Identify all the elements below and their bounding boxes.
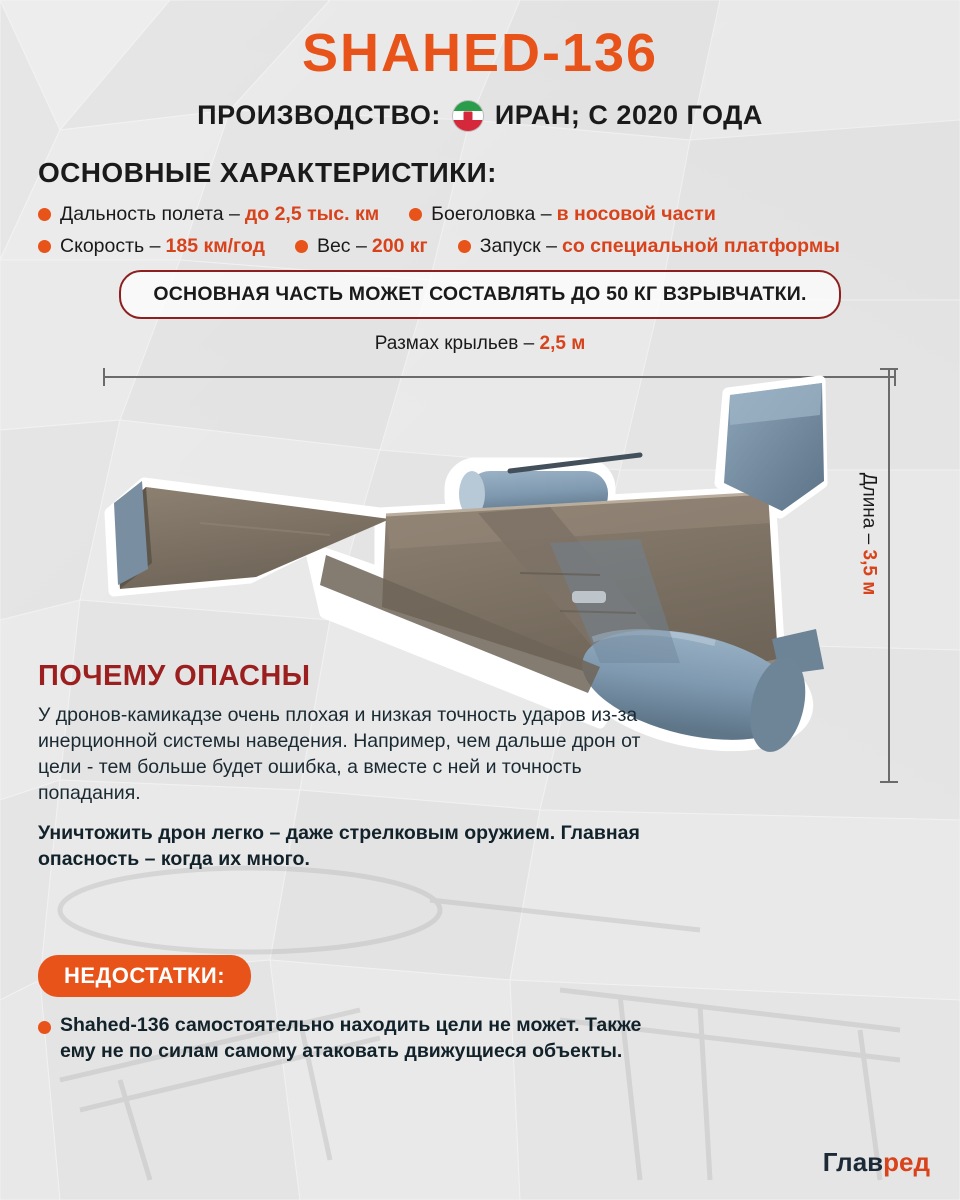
spec-value: 200 кг [371,235,428,257]
spec-dash: – [229,203,240,225]
bullet-dot-icon [38,208,51,221]
spec-item-weight [295,235,428,258]
spec-label: Боеголовка [431,203,536,225]
why-dangerous-paragraph-1: У дронов-камикадзе очень плохая и низкая точность ударов из-за инерционной системы наведения. Например, чем дальше дрон от цели - тем больше будет ошибка, а вместе с ней и точность попадания. [38,704,641,804]
production-label: ПРОИЗВОДСТВО: [197,100,441,130]
spec-label: Дальность полета [60,203,224,225]
length-label: Длина – 3,5 м [858,472,880,596]
spec-label: Вес [316,235,351,257]
bullet-dot-icon [295,240,308,253]
glavred-logo[interactable] [823,1147,930,1178]
why-dangerous-heading: ПОЧЕМУ ОПАСНЫ [38,660,311,692]
specs-heading: ОСНОВНЫЕ ХАРАКТЕРИСТИКИ: [38,157,497,188]
spec-dash: – [546,235,557,257]
spec-label: Скорость [60,235,145,257]
wingspan-label: Размах крыльев – 2,5 м [374,333,586,354]
list-item [38,1013,648,1065]
spec-item-speed [38,235,265,258]
disadvantage-text: Shahed-136 самостоятельно находить цели не может. Также ему не по силам самому атаковать движущиеся объекты. [60,1014,642,1062]
spec-dash: – [355,235,367,257]
why-dangerous-section [38,660,658,887]
bullet-dot-icon [38,240,51,253]
why-dangerous-paragraph-2: Уничтожить дрон легко – даже стрелковым оружием. Главная опасность – когда их много. [38,821,640,870]
disadvantages-badge: НЕДОСТАТКИ: [38,955,251,997]
explosive-callout: ОСНОВНАЯ ЧАСТЬ МОЖЕТ СОСТАВЛЯТЬ ДО 50 КГ ВЗРЫВЧАТКИ. [119,270,841,319]
spec-item-warhead [409,203,716,226]
logo-part-2: ред [883,1147,930,1177]
spec-value: со специальной платформы [561,235,840,257]
production-row [0,100,960,131]
spec-value: в носовой части [556,203,716,225]
bullet-dot-icon [38,1021,51,1034]
spec-value: до 2,5 тыс. км [244,203,380,225]
production-value: ИРАН; С 2020 ГОДА [494,100,763,130]
specs-row-2 [38,235,960,258]
length-value: 3,5 м [858,549,880,596]
specs-list [38,203,960,258]
iran-flag-icon [453,101,483,131]
spec-item-range [38,203,379,226]
page-title: SHAHED-136 [301,23,659,83]
spec-value: 185 км/год [165,235,265,257]
bullet-dot-icon [458,240,471,253]
spec-item-launch [458,235,840,258]
wingspan-value: 2,5 м [539,333,586,354]
bullet-dot-icon [409,208,422,221]
spec-dash: – [540,203,552,225]
spec-label: Запуск [479,235,541,257]
logo-part-1: Глав [822,1147,884,1177]
specs-row-1 [38,203,960,226]
disadvantages-section [38,955,918,1065]
spec-dash: – [149,235,161,257]
length-dimension-line [880,368,896,783]
